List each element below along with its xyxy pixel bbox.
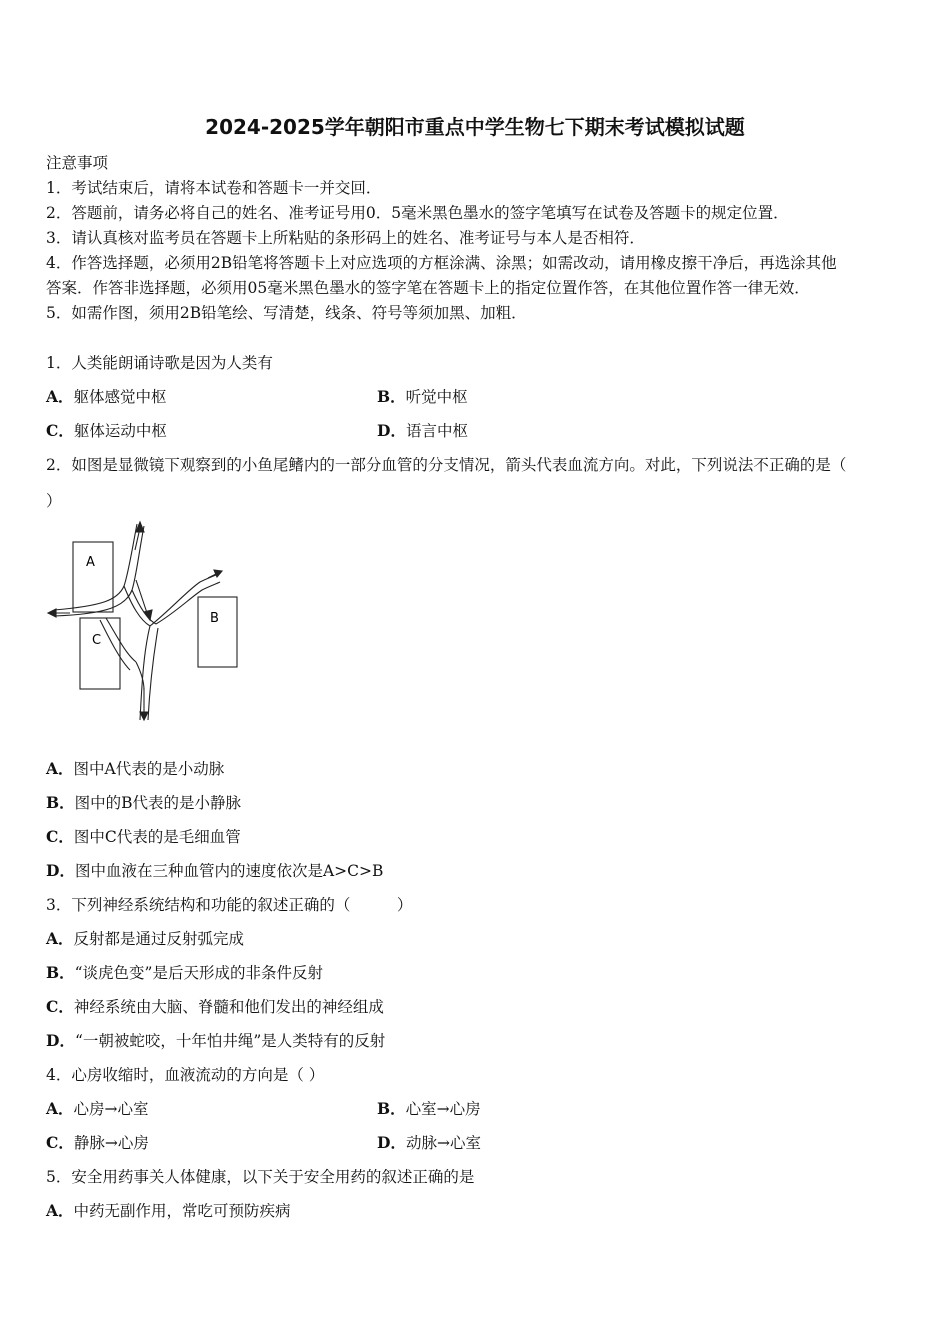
option-a[interactable]: A．图中A代表的是小动脉: [46, 759, 225, 778]
notice-heading: 注意事项: [46, 154, 109, 172]
option-c[interactable]: C．躯体运动中枢: [46, 421, 167, 440]
notice-item: 3．请认真核对监考员在答题卡上所粘贴的条形码上的姓名、准考证号与本人是否相符．: [46, 229, 645, 247]
label-c: C: [92, 633, 102, 648]
page-title: 2024-2025学年朝阳市重点中学生物七下期末考试模拟试题: [205, 115, 745, 139]
label-b: B: [210, 611, 219, 626]
option-a[interactable]: A．中药无副作用，常吃可预防疾病: [46, 1201, 291, 1220]
option-d[interactable]: D．语言中枢: [377, 421, 468, 440]
question-stem: 5．安全用药事关人体健康，以下关于安全用药的叙述正确的是: [46, 1168, 475, 1186]
option-c[interactable]: C．神经系统由大脑、脊髓和他们发出的神经组成: [46, 997, 384, 1016]
option-c[interactable]: C．图中C代表的是毛细血管: [46, 827, 241, 846]
notice-item: 4．作答选择题，必须用2B铅笔将答题卡上对应选项的方框涂满、涂黑；如需改动，请用橡皮擦干净后，再选涂其他: [46, 254, 837, 272]
option-d[interactable]: D．“一朝被蛇咬，十年怕井绳”是人类特有的反射: [46, 1031, 386, 1050]
notice-item: 答案．作答非选择题，必须用05毫米黑色墨水的签字笔在答题卡上的指定位置作答，在其他位置作答一律无效．: [46, 279, 810, 297]
option-b[interactable]: B．图中的B代表的是小静脉: [46, 793, 242, 812]
notice-item: 5．如需作图，须用2B铅笔绘、写清楚，线条、符号等须加黑、加粗．: [46, 304, 527, 322]
question-stem: 3．下列神经系统结构和功能的叙述正确的（ ）: [46, 896, 413, 914]
option-d[interactable]: D．动脉→心室: [377, 1133, 481, 1152]
option-b[interactable]: B．心室→心房: [377, 1099, 481, 1118]
question-stem: 4．心房收缩时，血液流动的方向是（ ）: [46, 1066, 325, 1084]
option-a[interactable]: A．躯体感觉中枢: [46, 387, 167, 406]
notice-item: 1．考试结束后，请将本试卷和答题卡一并交回．: [46, 179, 382, 197]
option-c[interactable]: C．静脉→心房: [46, 1133, 149, 1152]
label-a: A: [86, 555, 95, 570]
blood-vessel-figure: [40, 520, 250, 730]
question-stem-cont: ）: [46, 492, 62, 510]
option-b[interactable]: B．听觉中枢: [377, 387, 468, 406]
notice-item: 2．答题前，请务必将自己的姓名、准考证号用0．5毫米黑色墨水的签字笔填写在试卷及答题卡的规定位置．: [46, 204, 789, 222]
question-stem: 2．如图是显微镜下观察到的小鱼尾鳍内的一部分血管的分支情况，箭头代表血流方向。对此，下列说法不正确的是（: [46, 456, 847, 474]
option-d[interactable]: D．图中血液在三种血管内的速度依次是A>C>B: [46, 861, 384, 880]
option-a[interactable]: A．反射都是通过反射弧完成: [46, 929, 245, 948]
question-stem: 1．人类能朗诵诗歌是因为人类有: [46, 354, 273, 372]
option-a[interactable]: A．心房→心室: [46, 1099, 149, 1118]
option-b[interactable]: B．“谈虎色变”是后天形成的非条件反射: [46, 963, 323, 982]
